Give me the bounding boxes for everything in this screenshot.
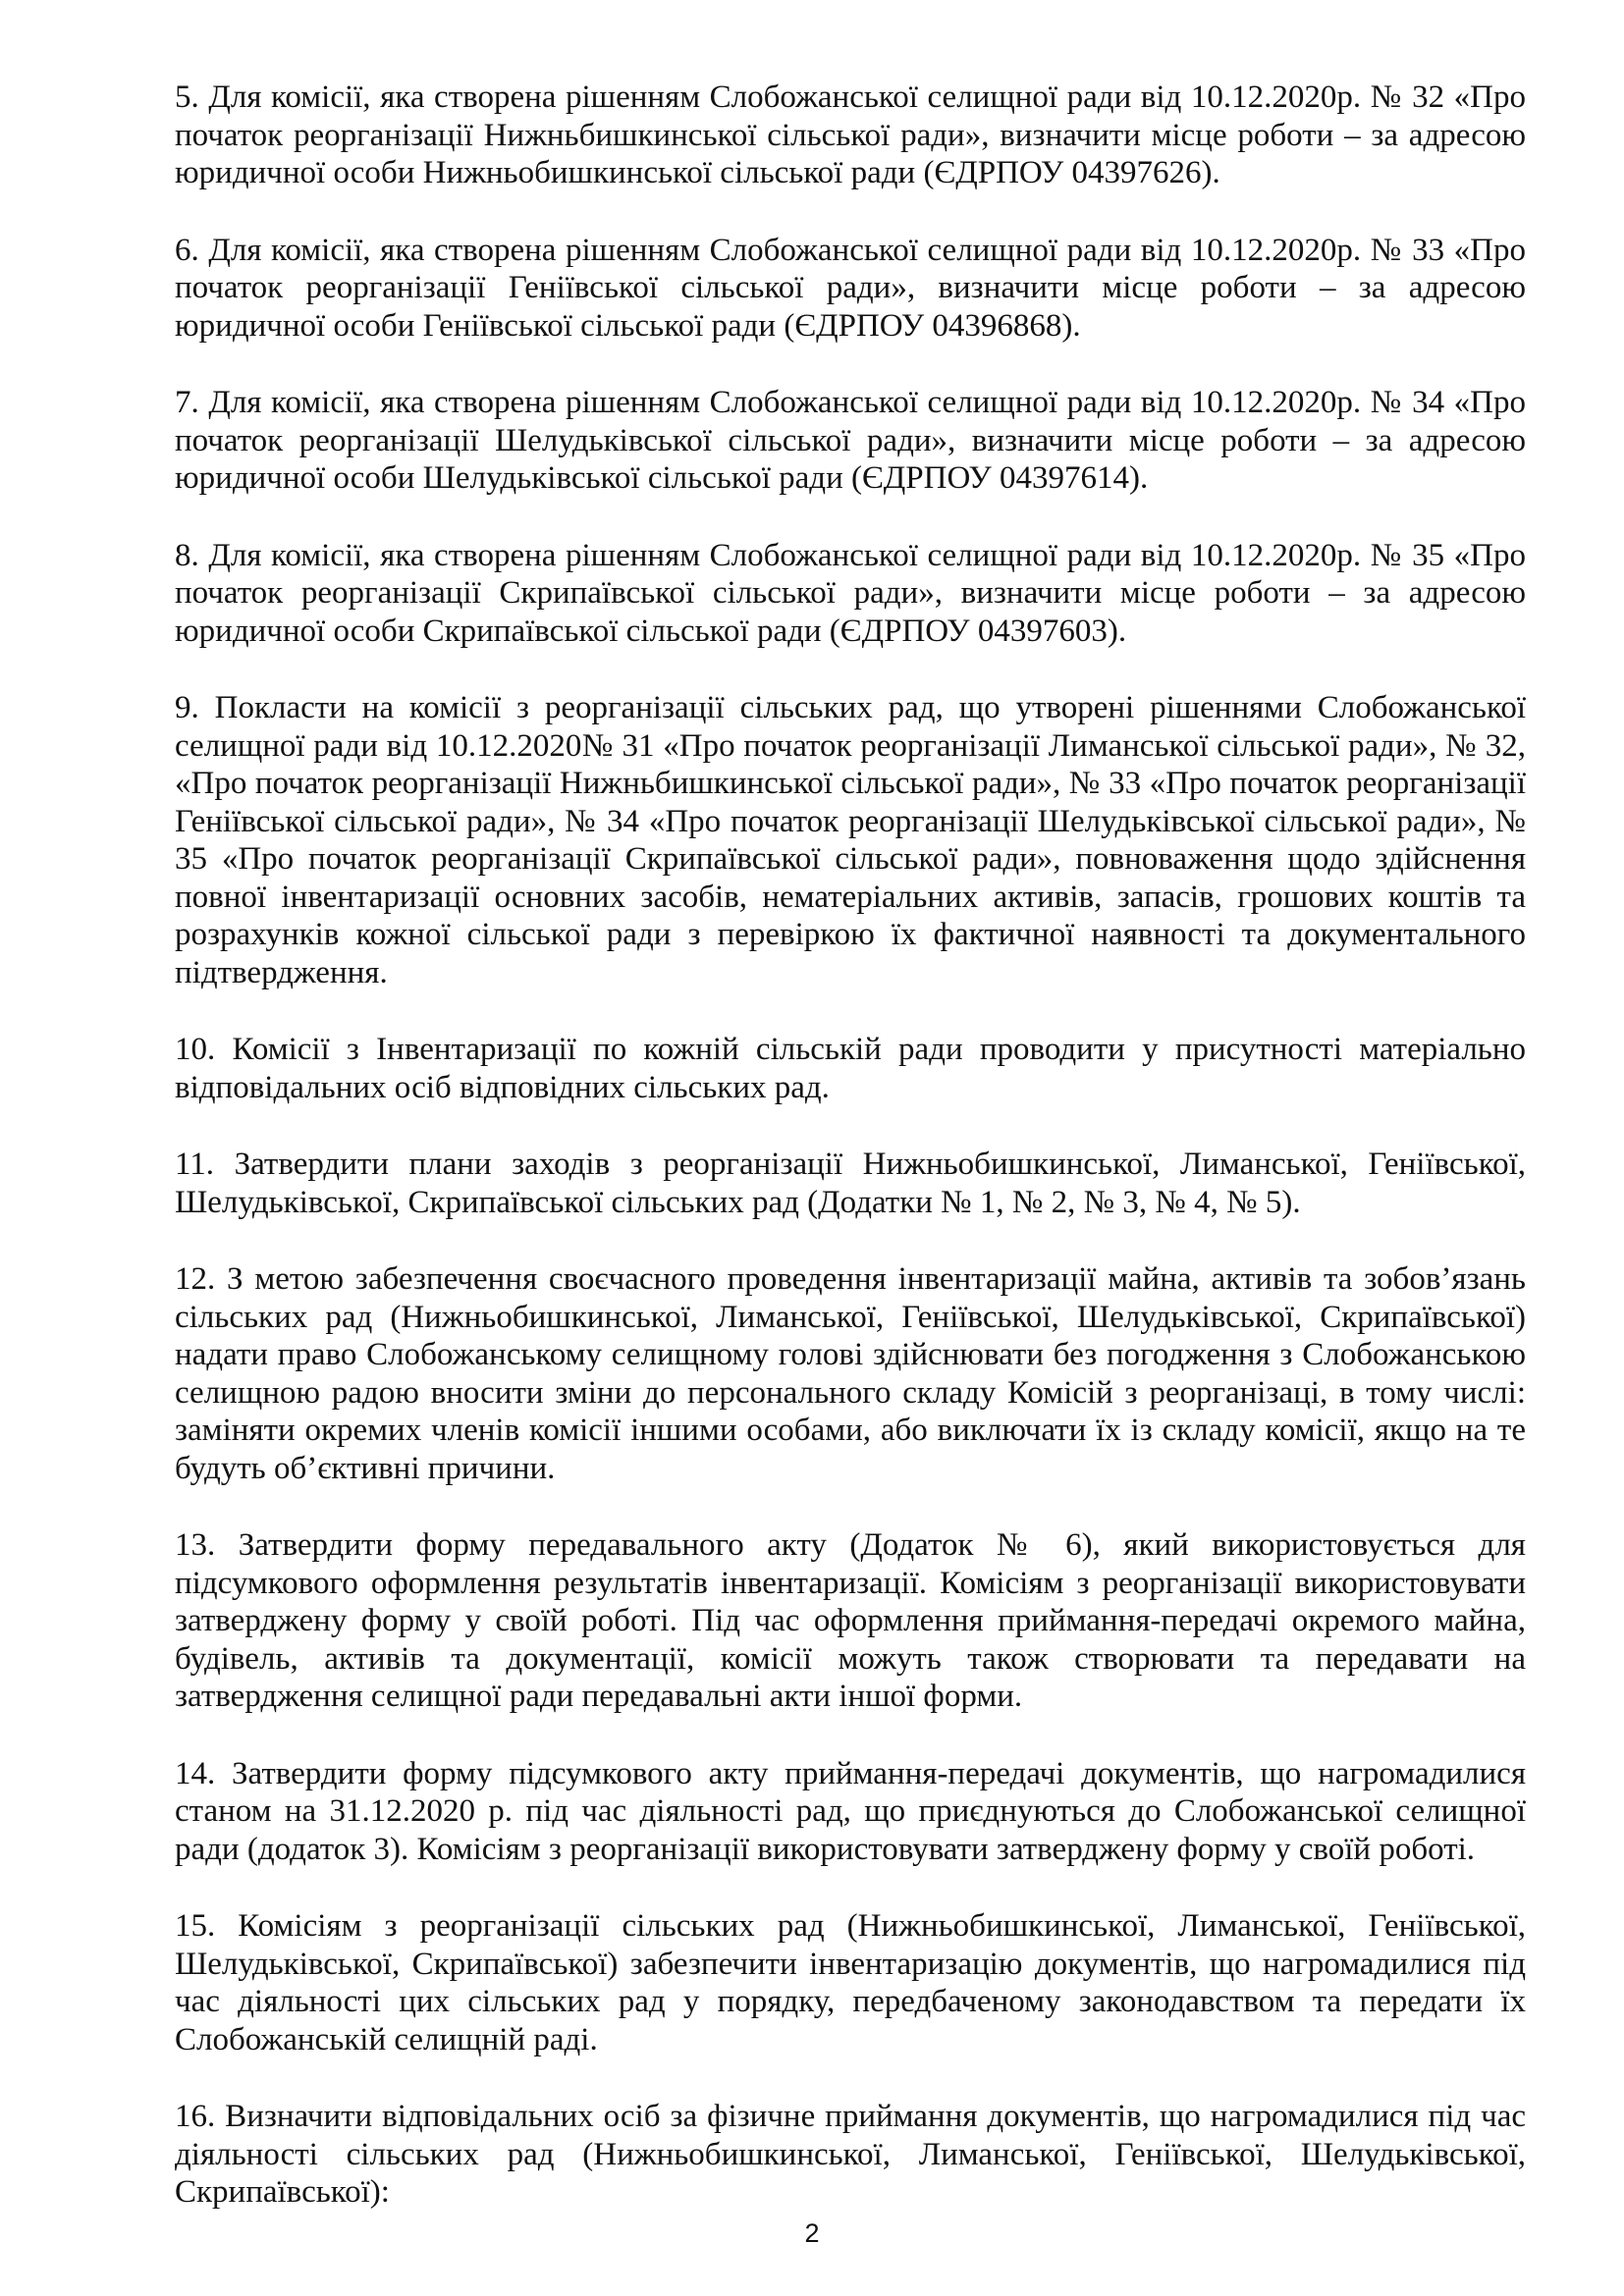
paragraph-10: 10. Комісії з Інвентаризації по кожній сільській ради проводити у присутності матеріально відповідальних осіб відповідних сільських рад. [175, 1032, 1526, 1105]
paragraph-11: 11. Затвердити плани заходів з реорганізації Нижньобишкинської, Лиманської, Геніївської, Шелудьківської, Скрипаївської сільських рад (Додатки № 1, № 2, № 3, № 4, № 5). [175, 1147, 1526, 1220]
paragraph-16: 16. Визначити відповідальних осіб за фізичне приймання документів, що нагромадилися під час діяльності сільських рад (Нижньобишкинської, Лиманської, Геніївської, Шелудьківської, Скрипаївської): [175, 2099, 1526, 2210]
page-number: 2 [804, 2218, 820, 2248]
paragraph-13: 13. Затвердити форму передавального акту (Додаток № 6), який використовується для підсумкового оформлення результатів інвентаризації. Комісіям з реорганізації використовувати затверджену форму у своїй роботі. Під час оформлення приймання-передачі окремого майна, будівель, активів та документації, комісії можуть також створювати та передавати на затвердження селищної ради передавальні акти іншої форми. [175, 1527, 1526, 1714]
paragraph-8: 8. Для комісії, яка створена рішенням Слобожанської селищної ради від 10.12.2020р. № 35 «Про початок реорганізації Скрипаївської сільської ради», визначити місце роботи – за адресою юридичної особи Скрипаївської сільської ради (ЄДРПОУ 04397603). [175, 537, 1526, 649]
paragraph-14: 14. Затвердити форму підсумкового акту приймання-передачі документів, що нагромадилися станом на 31.12.2020 р. під час діяльності рад, що приєднуються до Слобожанської селищної ради (додаток 3). Комісіям з реорганізації використовувати затверджену форму у своїй роботі. [175, 1755, 1526, 1867]
paragraph-15: 15. Комісіям з реорганізації сільських рад (Нижньобишкинської, Лиманської, Геніївської, Шелудьківської, Скрипаївської) забезпечити інвентаризацію документів, що нагромадилися під час діяльності цих сільських рад у порядку, передбаченому законодавством та передати їх Слобожанській селищній раді. [175, 1908, 1526, 2057]
paragraph-9: 9. Покласти на комісії з реорганізації сільських рад, що утворені рішеннями Слобожанської селищної ради від 10.12.2020№ 31 «Про початок реорганізації Лиманської сільської ради», № 32, «Про початок реорганізації Нижньбишкинської сільської ради», № 33 «Про початок реорганізації Геніївської сільської ради», № 34 «Про початок реорганізації Шелудьківської сільської ради», № 35 «Про початок реорганізації Скрипаївської сільської ради», повноваження щодо здійснення повної інвентаризації основних засобів, нематеріальних активів, запасів, грошових коштів та розрахунків кожної сільської ради з перевіркою їх фактичної наявності та документального підтвердження. [175, 690, 1526, 990]
paragraph-12: 12. З метою забезпечення своєчасного проведення інвентаризації майна, активів та зобов’язань сільських рад (Нижньобишкинської, Лиманської, Геніївської, Шелудьківської, Скрипаївської) надати право Слобожанському селищному голові здійснювати без погодження з Слобожанською селищною радою вносити зміни до персонального складу Комісій з реорганізаці, в тому числі: заміняти окремих членів комісії іншими особами, або виключати їх із складу комісії, якщо на те будуть об’єктивні причини. [175, 1261, 1526, 1486]
paragraph-6: 6. Для комісії, яка створена рішенням Слобожанської селищної ради від 10.12.2020р. № 33 «Про початок реорганізації Геніївської сільської ради», визначити місце роботи – за адресою юридичної особи Геніївської сільської ради (ЄДРПОУ 04396868). [175, 232, 1526, 344]
document-body [175, 79, 1526, 2251]
paragraph-5: 5. Для комісії, яка створена рішенням Слобожанської селищної ради від 10.12.2020р. № 32 «Про початок реорганізації Нижньбишкинської сільської ради», визначити місце роботи – за адресою юридичної особи Нижньобишкинської сільської ради (ЄДРПОУ 04397626). [175, 80, 1526, 190]
paragraph-7: 7. Для комісії, яка створена рішенням Слобожанської селищної ради від 10.12.2020р. № 34 «Про початок реорганізації Шелудьківської сільської ради», визначити місце роботи – за адресою юридичної особи Шелудьківської сільської ради (ЄДРПОУ 04397614). [175, 385, 1526, 496]
